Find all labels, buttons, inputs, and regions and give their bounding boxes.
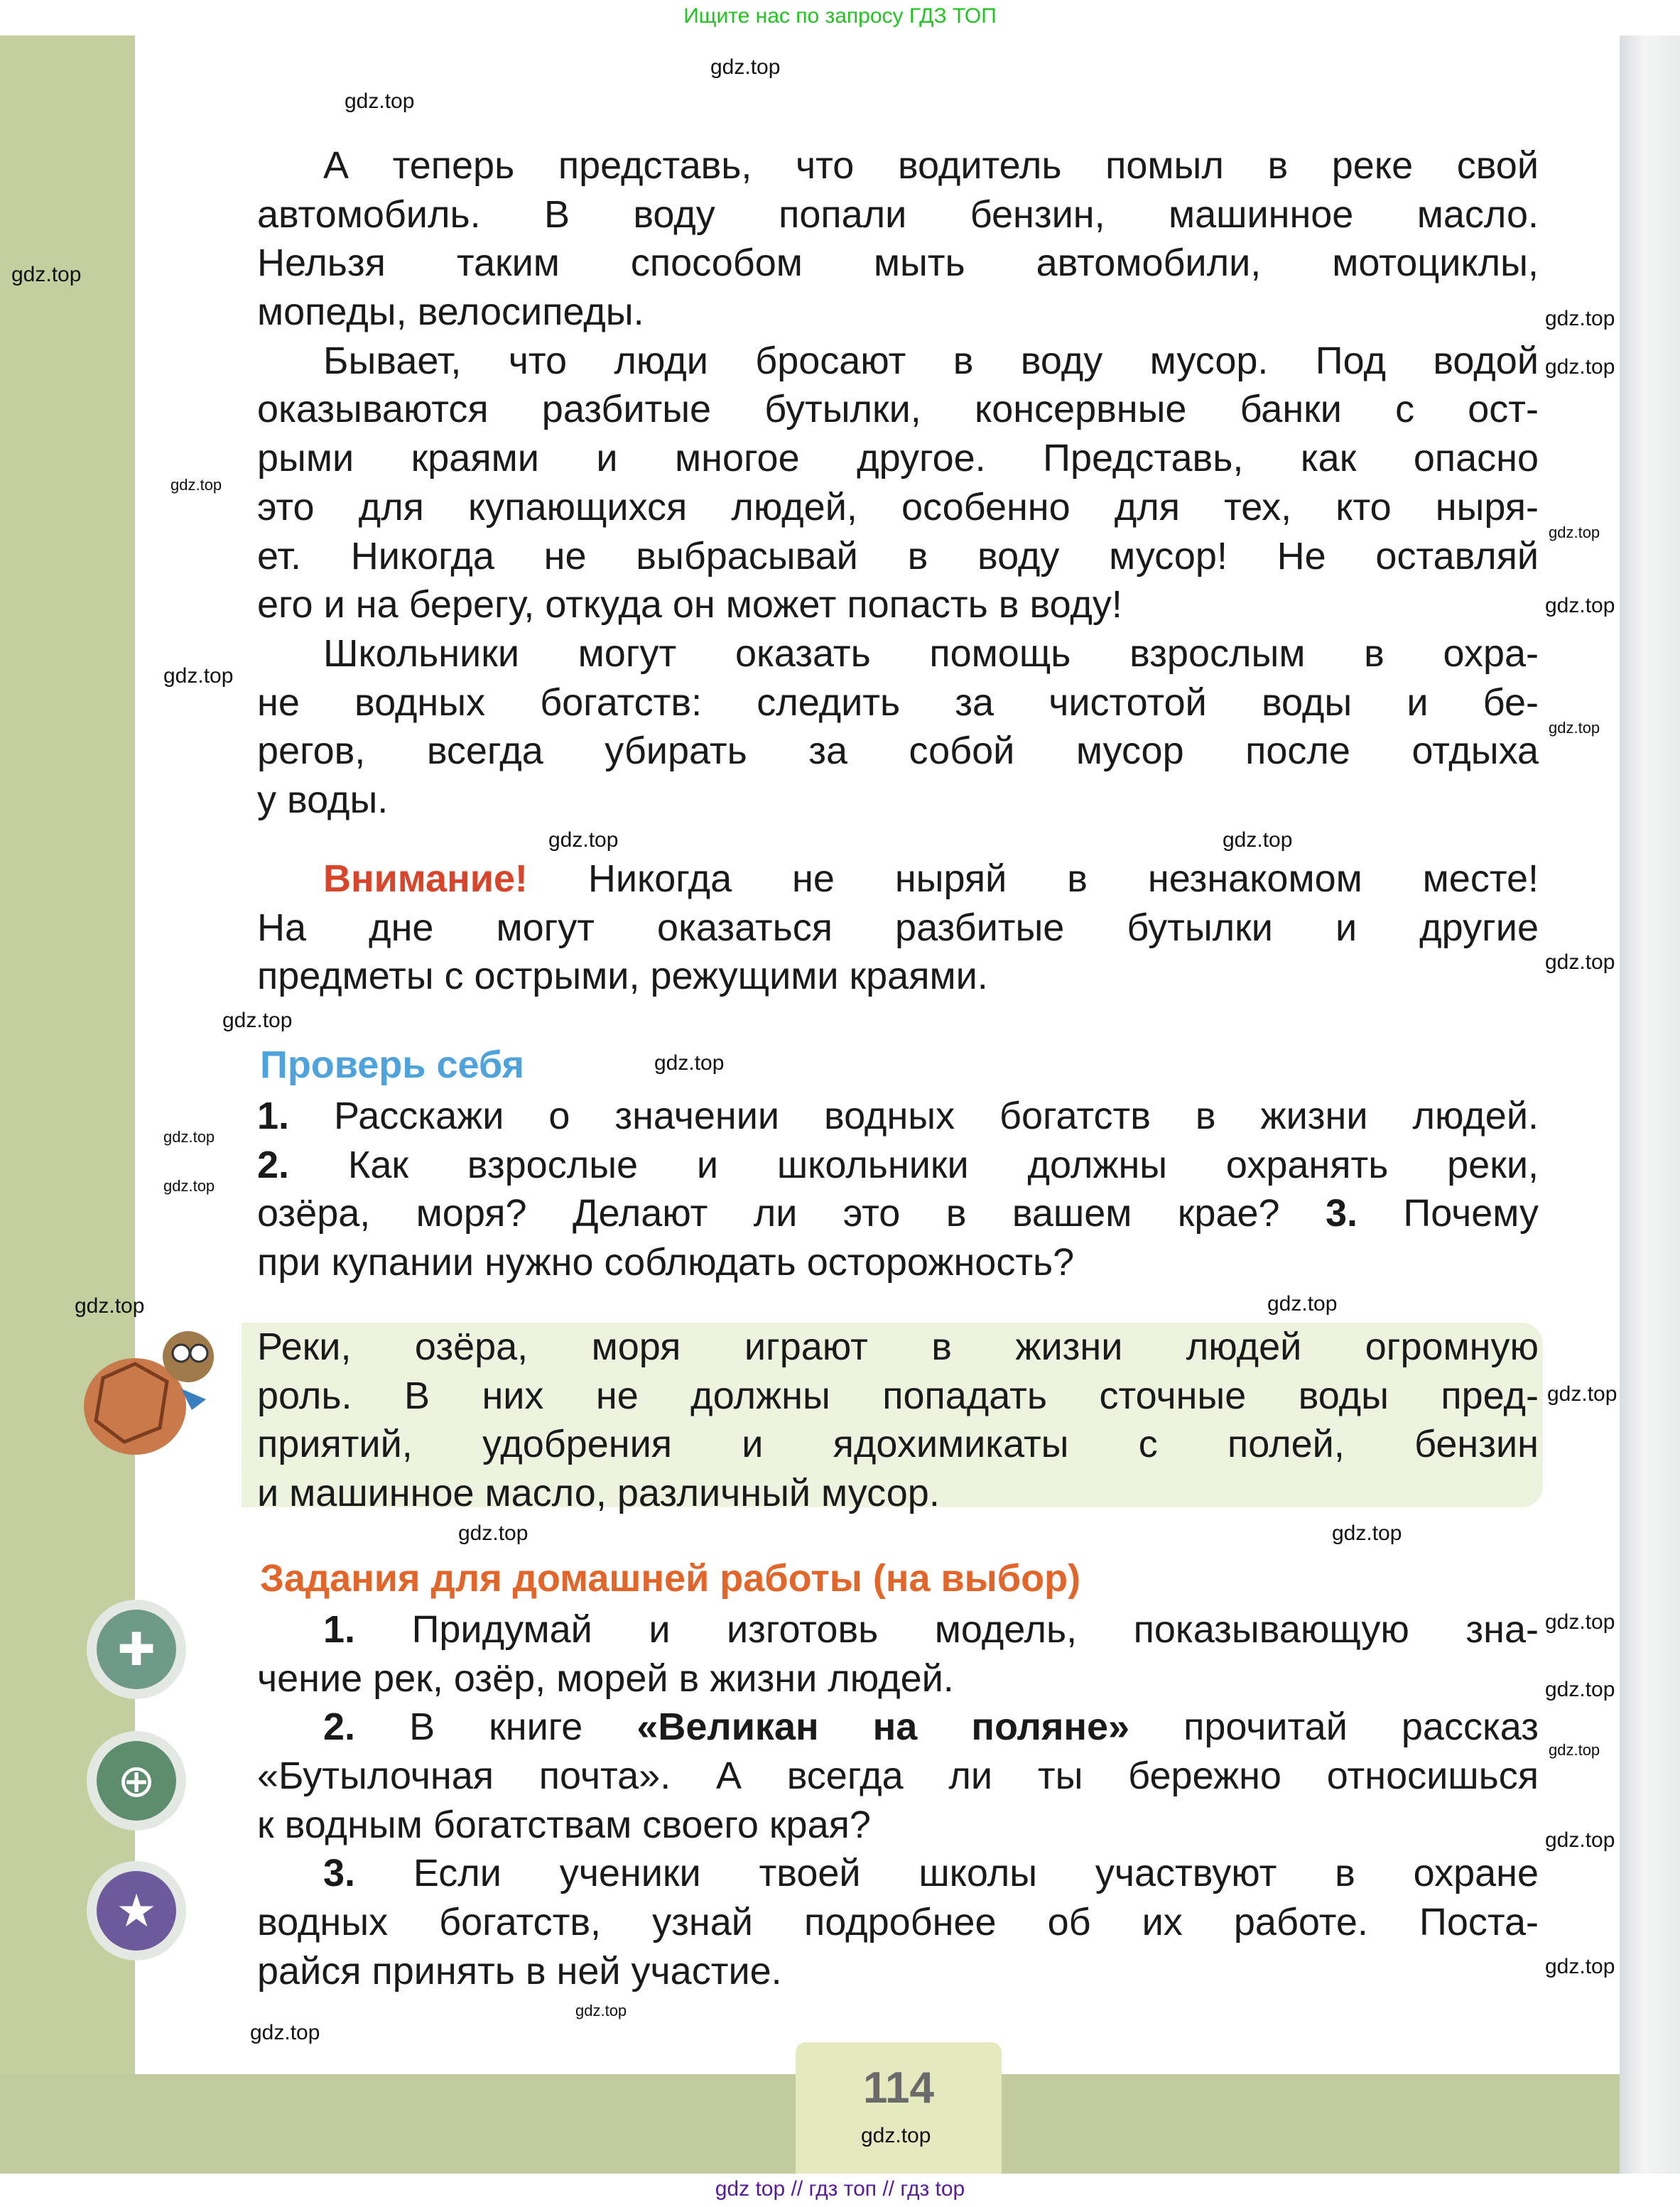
watermark: gdz.top: [1549, 1741, 1600, 1759]
watermark: gdz.top: [345, 90, 415, 113]
task-number: 1.: [323, 1608, 356, 1651]
watermark: gdz.top: [1332, 1522, 1402, 1545]
watermark: gdz.top: [1223, 828, 1293, 852]
text-line: Нельзя таким способом мыть автомобили, мотоциклы,: [257, 242, 1539, 285]
watermark: gdz.top: [1545, 950, 1615, 974]
watermark: gdz.top: [1545, 594, 1615, 617]
watermark: gdz.top: [1547, 1382, 1617, 1406]
check-yourself-heading: Проверь себя: [260, 1043, 524, 1086]
check-yourself-questions: [257, 1092, 1539, 1287]
text-line: [257, 855, 1539, 904]
question-2: [257, 1141, 1539, 1190]
watermark: gdz.top: [250, 2021, 320, 2044]
text-line: его и на берегу, откуда он может попасть в воду!: [257, 583, 1122, 627]
task-2: [257, 1703, 1539, 1752]
folder-add-button[interactable]: [87, 1731, 186, 1831]
text-line: автомобиль. В воду попали бензин, машинное масло.: [257, 192, 1539, 236]
watermark: gdz.top: [654, 1051, 725, 1075]
homework-tasks: [257, 1605, 1539, 1996]
book-title: «Великан на поляне»: [636, 1706, 1130, 1749]
text-line: приятий, удобрения и ядохимикаты с полей, бензин: [257, 1423, 1539, 1466]
watermark: gdz.top: [861, 2124, 931, 2147]
question-text: Как взрослые и школьники должны охранять реки,: [347, 1143, 1539, 1186]
question-text: Расскажи о значении водных богатств в жизни людей.: [334, 1095, 1539, 1137]
watermark: gdz.top: [1545, 355, 1615, 379]
watermark: gdz.top: [1549, 524, 1600, 541]
watermark: gdz.top: [163, 1128, 215, 1146]
watermark: gdz.top: [75, 1294, 145, 1318]
watermark: gdz.top: [163, 664, 234, 688]
text-line: регов, всегда убирать за собой мусор после отдыха: [257, 730, 1539, 773]
question-number: 3.: [1325, 1192, 1358, 1235]
footer-links[interactable]: gdz top // гдз топ // гдз top: [0, 2174, 1680, 2207]
summary-text: [257, 1323, 1539, 1518]
question-1: [257, 1092, 1539, 1141]
task-3-cont: райся принять в ней участие.: [257, 1949, 782, 1992]
question-2-3: [257, 1189, 1539, 1238]
homework-heading: Задания для домашней работы (на выбор): [260, 1557, 1081, 1600]
question-number: 2.: [257, 1143, 290, 1186]
task-text: прочитай рассказ: [1183, 1706, 1539, 1749]
question-3: при купании нужно соблюдать осторожность?: [257, 1241, 1075, 1284]
task-number: 2.: [323, 1706, 356, 1749]
task-number: 3.: [323, 1852, 356, 1895]
text-line: у воды.: [257, 778, 389, 821]
text-line: и машинное масло, различный мусор.: [257, 1472, 940, 1515]
watermark: gdz.top: [1545, 1610, 1615, 1634]
attention-label: Внимание!: [323, 857, 528, 900]
text-line: не водных богатств: следить за чистотой воды и бе-: [257, 680, 1539, 724]
watermark: gdz.top: [11, 263, 82, 286]
star-icon: ★: [97, 1871, 176, 1951]
watermark: gdz.top: [1545, 1828, 1615, 1852]
attention-text: Никогда не ныряй в незнакомом месте!: [587, 857, 1539, 900]
watermark: gdz.top: [710, 55, 781, 79]
task-3: [257, 1849, 1539, 1898]
text-line: мопеды, велосипеды.: [257, 291, 644, 334]
text-line: это для купающихся людей, особенно для тех, кто ныря-: [257, 485, 1539, 528]
text-line: Реки, озёра, моря играют в жизни людей огромную: [257, 1325, 1539, 1368]
question-text: озёра, моря? Делают ли это в вашем крае?: [257, 1192, 1280, 1235]
task-1: [257, 1605, 1539, 1654]
task-2-cont: «Бутылочная почта». А всегда ли ты бережно относишься: [257, 1755, 1539, 1798]
page-edge: [1620, 36, 1680, 2174]
text-line: оказываются разбитые бутылки, консервные банки с ост-: [257, 388, 1539, 431]
task-text: Придумай и изготовь модель, показывающую зна-: [411, 1608, 1539, 1651]
turtle-mascot: [75, 1321, 224, 1463]
page-number: 114: [862, 2064, 935, 2113]
watermark: gdz.top: [1267, 1292, 1338, 1316]
text-line: предметы с острыми, режущими краями.: [257, 955, 988, 998]
puzzle-button[interactable]: [87, 1600, 186, 1699]
puzzle-icon: ✚: [97, 1610, 176, 1689]
watermark: gdz.top: [1545, 307, 1615, 330]
text-line: рыми краями и многое другое. Представь, как опасно: [257, 437, 1539, 480]
task-2-cont: к водным богатствам своего края?: [257, 1803, 871, 1846]
watermark: gdz.top: [222, 1009, 293, 1032]
watermark: gdz.top: [575, 2002, 627, 2019]
star-button[interactable]: [87, 1861, 186, 1961]
task-1-cont: чение рек, озёр, морей в жизни людей.: [257, 1656, 954, 1700]
watermark: gdz.top: [548, 828, 619, 852]
text-line: А теперь представь, что водитель помыл в реке свой: [323, 144, 1539, 187]
text-line: На дне могут оказаться разбитые бутылки и другие: [257, 906, 1539, 949]
text-line: роль. В них не должны попадать сточные воды пред-: [257, 1374, 1539, 1417]
watermark: gdz.top: [163, 1177, 215, 1195]
text-line: Бывает, что люди бросают в воду мусор. Под водой: [323, 339, 1539, 382]
watermark: gdz.top: [1545, 1955, 1615, 1978]
task-text: Если ученики твоей школы участвуют в охране: [413, 1852, 1539, 1895]
task-3-cont: водных богатств, узнай подробнее об их работе. Поста-: [257, 1901, 1539, 1944]
question-text: Почему: [1403, 1192, 1539, 1235]
question-number: 1.: [257, 1095, 290, 1137]
task-text: В книге: [409, 1706, 583, 1749]
watermark: gdz.top: [1545, 1678, 1615, 1701]
attention-note: [257, 855, 1539, 1001]
watermark: gdz.top: [458, 1522, 529, 1545]
watermark: gdz.top: [1549, 719, 1600, 737]
text-line: Школьники могут оказать помощь взрослым в охра-: [323, 631, 1539, 675]
paragraph-1: [257, 141, 1539, 825]
watermark: gdz.top: [170, 476, 222, 494]
folder-add-icon: ⊕: [97, 1741, 176, 1821]
text-line: ет. Никогда не выбрасывай в воду мусор! Не оставляй: [257, 534, 1539, 577]
top-banner[interactable]: Ищите нас по запросу ГДЗ ТОП: [0, 0, 1680, 36]
page-number-tab: [796, 2042, 1002, 2174]
